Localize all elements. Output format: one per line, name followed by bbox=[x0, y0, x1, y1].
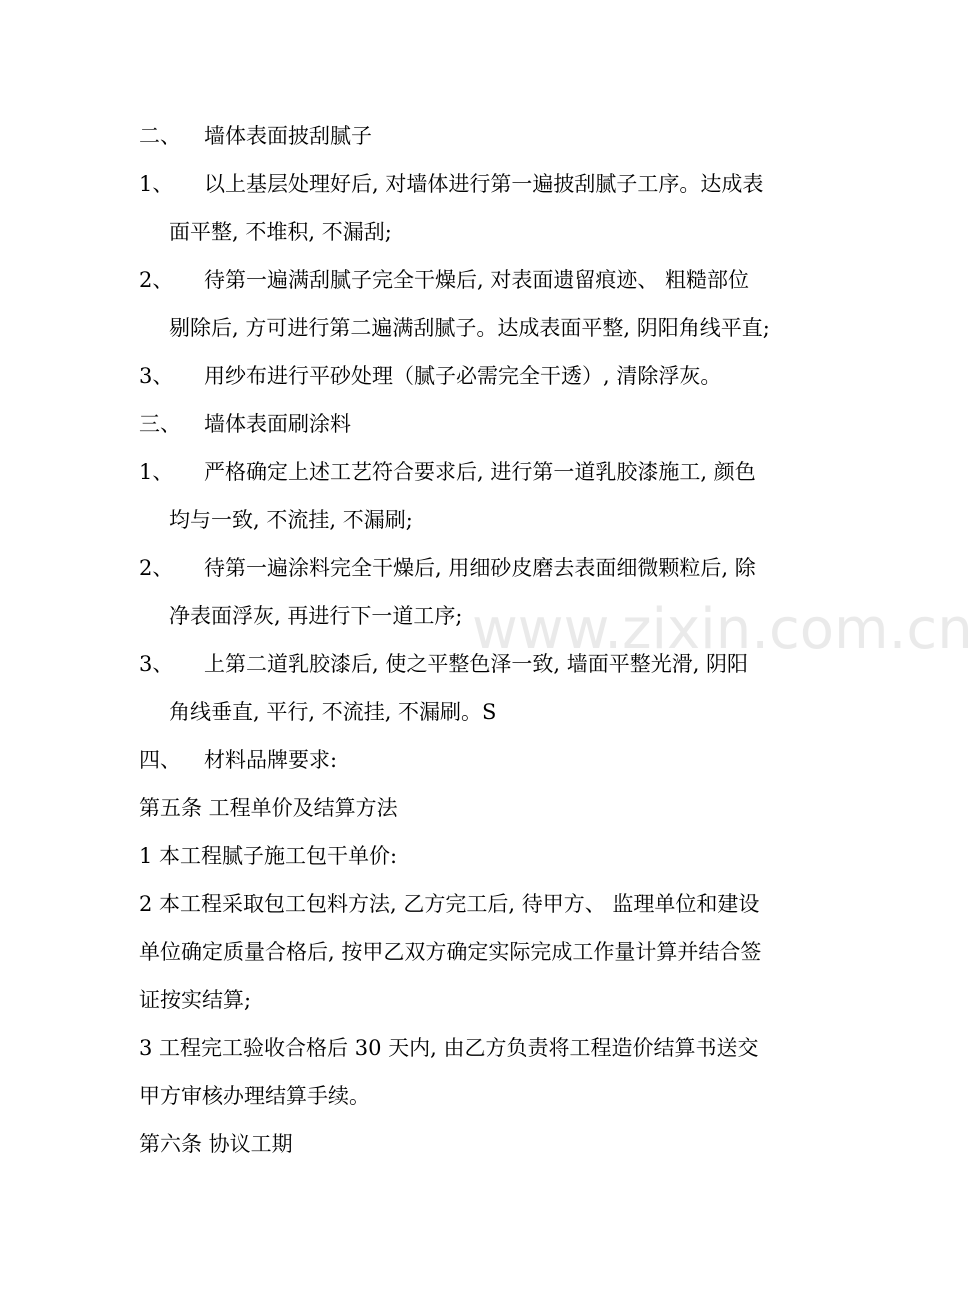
list-item bbox=[139, 558, 789, 579]
item-continuation: 净表面浮灰, 再进行下一道工序; bbox=[169, 604, 463, 628]
item-text: 以上基层处理好后, 对墙体进行第一遍披刮腻子工序。达成表 bbox=[204, 172, 764, 196]
section-number: 三、 bbox=[139, 412, 181, 436]
item-text: 用纱布进行平砂处理（腻子必需完全干透）, 清除浮灰。 bbox=[204, 364, 722, 388]
item-text: 严格确定上述工艺符合要求后, 进行第一道乳胶漆施工, 颜色 bbox=[204, 460, 756, 484]
item-number: 2、 bbox=[139, 268, 174, 292]
item-number: 1、 bbox=[139, 460, 174, 484]
section-heading bbox=[139, 126, 789, 147]
list-item bbox=[139, 462, 789, 483]
item-number: 3、 bbox=[139, 364, 174, 388]
section-number: 四、 bbox=[139, 748, 181, 772]
section-heading bbox=[139, 750, 789, 771]
item-continuation: 剔除后, 方可进行第二遍满刮腻子。达成表面平整, 阴阳角线平直; bbox=[169, 316, 770, 340]
item-continuation: 面平整, 不堆积, 不漏刮; bbox=[169, 220, 392, 244]
item-continuation: 角线垂直, 平行, 不流挂, 不漏刷。S bbox=[169, 700, 497, 724]
section-title: 墙体表面披刮腻子 bbox=[204, 124, 372, 148]
paragraph-line: 甲方审核办理结算手续。 bbox=[139, 1084, 370, 1108]
section-number: 二、 bbox=[139, 124, 181, 148]
section-title: 墙体表面刷涂料 bbox=[204, 412, 351, 436]
paragraph-line: 2 本工程采取包工包料方法, 乙方完工后, 待甲方、 监理单位和建设 bbox=[139, 892, 760, 916]
list-item bbox=[139, 654, 789, 675]
item-number: 2、 bbox=[139, 556, 174, 580]
article-heading: 第五条 工程单价及结算方法 bbox=[139, 796, 398, 820]
item-text: 上第二道乳胶漆后, 使之平整色泽一致, 墙面平整光滑, 阴阳 bbox=[204, 652, 749, 676]
item-text: 待第一遍涂料完全干燥后, 用细砂皮磨去表面细微颗粒后, 除 bbox=[204, 556, 756, 580]
paragraph-line: 单位确定质量合格后, 按甲乙双方确定实际完成工作量计算并结合签 bbox=[139, 940, 762, 964]
section-heading bbox=[139, 414, 789, 435]
item-text: 待第一遍满刮腻子完全干燥后, 对表面遗留痕迹、 粗糙部位 bbox=[204, 268, 750, 292]
paragraph-line: 3 工程完工验收合格后 30 天内, 由乙方负责将工程造价结算书送交 bbox=[139, 1036, 759, 1060]
article-heading: 第六条 协议工期 bbox=[139, 1132, 293, 1156]
watermark-text: www.zixin.com.cn bbox=[472, 597, 973, 662]
paragraph-line: 1 本工程腻子施工包干单价: bbox=[139, 844, 398, 868]
list-item bbox=[139, 174, 789, 195]
section-title: 材料品牌要求: bbox=[204, 748, 338, 772]
item-continuation: 均与一致, 不流挂, 不漏刷; bbox=[169, 508, 413, 532]
paragraph-line: 证按实结算; bbox=[139, 988, 252, 1012]
list-item bbox=[139, 270, 789, 291]
item-number: 1、 bbox=[139, 172, 174, 196]
item-number: 3、 bbox=[139, 652, 174, 676]
list-item bbox=[139, 366, 789, 387]
